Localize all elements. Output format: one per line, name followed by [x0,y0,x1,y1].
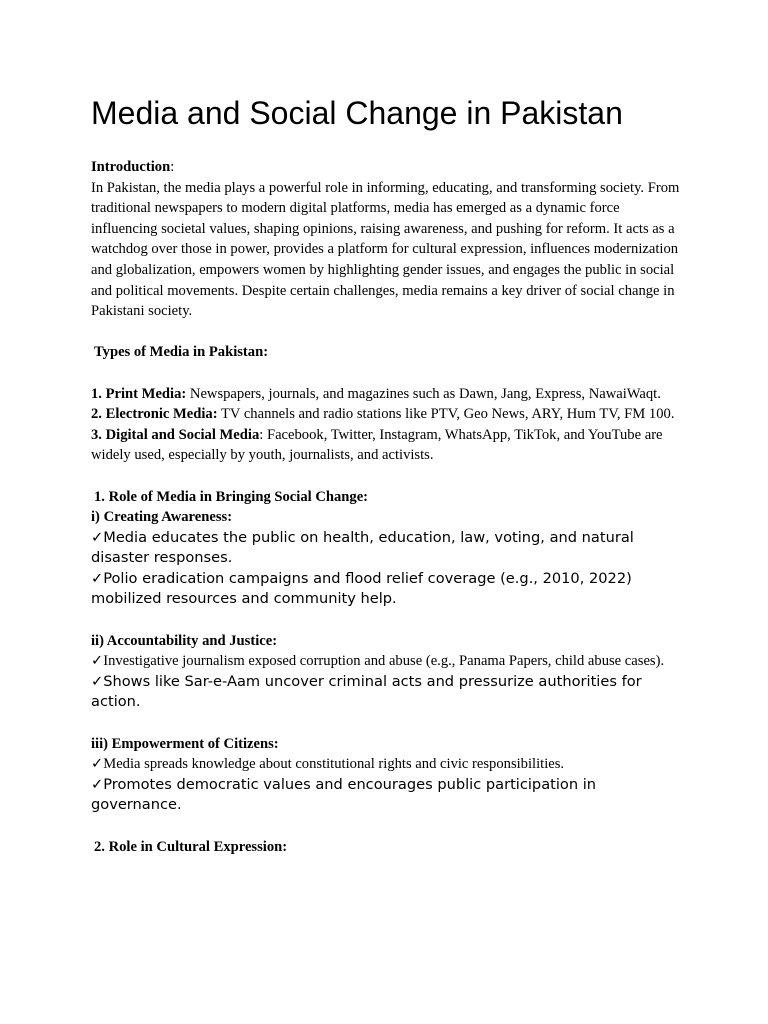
media-type-text: Newspapers, journals, and magazines such as Dawn, Jang, Express, NawaiWaqt. [186,385,661,402]
spacer [91,322,681,343]
awareness-point: ✓Polio eradication campaigns and flood relief coverage (e.g., 2010, 2022) mobilized resources and community help. [91,569,632,608]
empowerment-point: ✓Media spreads knowledge about constitutional rights and civic responsibilities. [91,756,565,773]
accountability-point: ✓Shows like Sar-e-Aam uncover criminal acts and pressurize authorities for action. [91,672,642,711]
media-type-text: : Facebook, Twitter, Instagram, WhatsApp, TikTok, and YouTube are widely used, especially by youth, journalists, and activists. [91,426,663,464]
accountability-point: ✓Investigative journalism exposed corruption and abuse (e.g., Panama Papers, child abuse cases). [91,653,665,670]
empowerment-heading [91,734,681,755]
accountability-heading [91,631,681,652]
introduction-colon: : [170,159,175,175]
media-type-item [91,425,681,466]
spacer [91,363,681,384]
introduction-paragraph: In Pakistan, the media plays a powerful role in informing, educating, and transforming society. From traditional newspapers to modern digital platforms, media has emerged as a dynamic force influencing societal values, shaping opinions, raising awareness, and pushing for reform. It acts as a watchdog over those in power, provides a platform for cultural expression, influences modernization and globalization, empowers women by highlighting gender issues, and engages the public in social and political movements. Despite certain challenges, media remains a key driver of social change in Pakistani society. [91,179,680,320]
media-type-label: 2. Electronic Media: [91,406,218,423]
awareness-heading-text: i) Creating Awareness: [91,509,233,526]
spacer [91,713,681,734]
awareness-heading [91,507,681,528]
types-heading-text: Types of Media in Pakistan: [94,344,269,361]
accountability-heading-text: ii) Accountability and Justice: [91,632,278,649]
introduction-heading [91,157,681,178]
media-type-label: 1. Print Media: [91,385,187,402]
document-body [91,93,681,857]
media-type-item [91,384,681,405]
spacer [91,610,681,631]
media-type-label: 3. Digital and Social Media [91,426,260,443]
role-heading-text: 1. Role of Media in Bringing Social Change: [94,488,369,505]
spacer [91,816,681,837]
empowerment-point: ✓Promotes democratic values and encourages public participation in governance. [91,775,597,814]
introduction-label: Introduction [91,159,171,175]
media-type-text: TV channels and radio stations like PTV, Geo News, ARY, Hum TV, FM 100. [217,406,675,423]
awareness-point: ✓Media educates the public on health, education, law, voting, and natural disaster responses. [91,528,634,567]
role-heading [91,487,681,508]
spacer [91,466,681,487]
page-title: Media and Social Change in Pakistan [91,95,623,131]
media-type-item [91,404,681,425]
cultural-heading [91,837,681,858]
empowerment-heading-text: iii) Empowerment of Citizens: [91,735,279,752]
types-heading [91,342,681,363]
cultural-heading-text: 2. Role in Cultural Expression: [94,838,288,855]
